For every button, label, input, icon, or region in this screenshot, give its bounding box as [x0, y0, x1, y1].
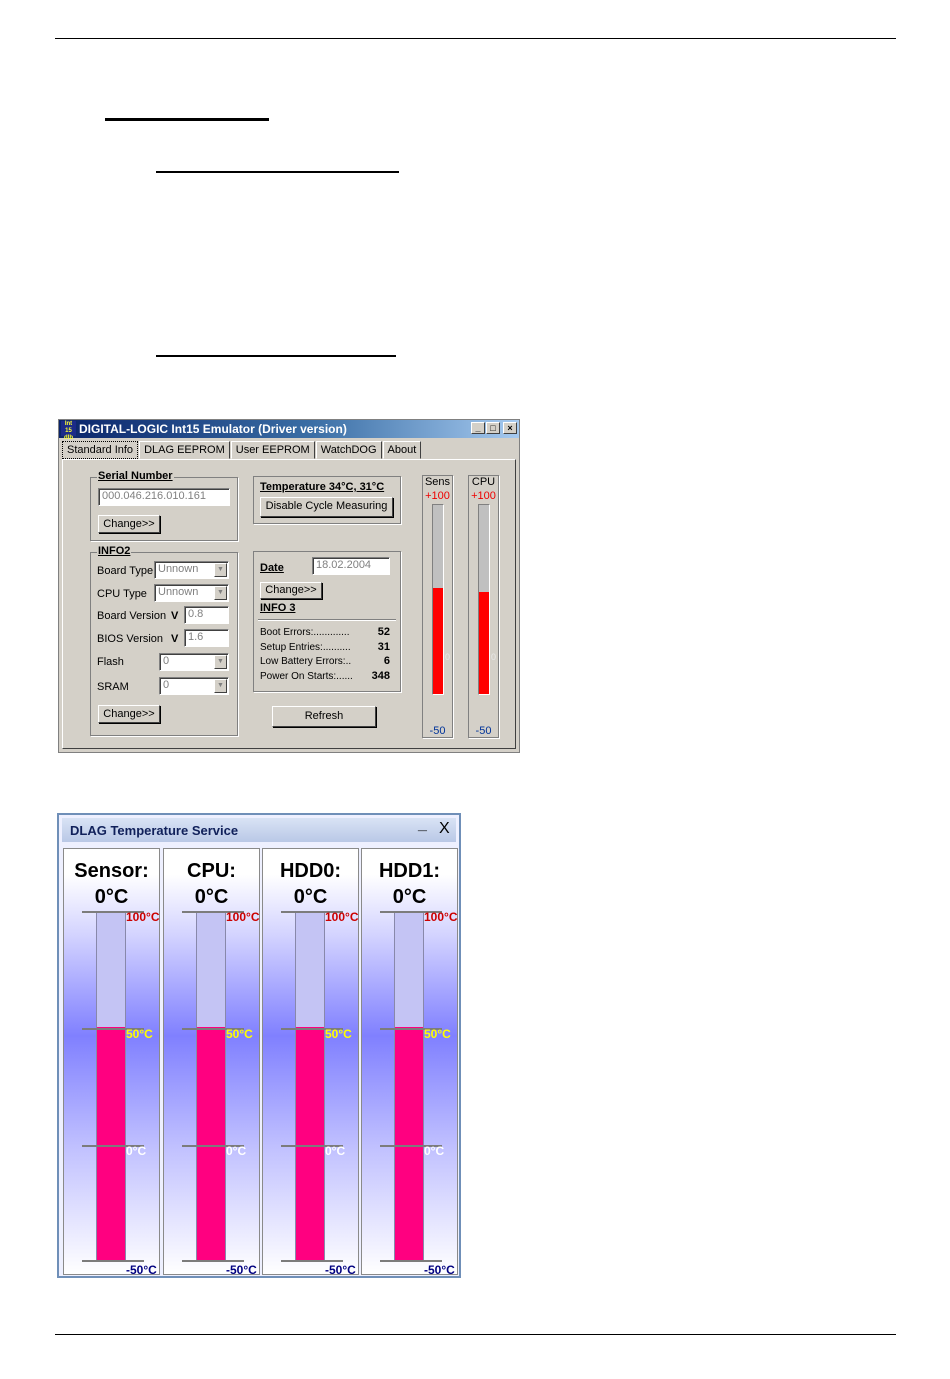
sensor-panel — [63, 848, 160, 1275]
power-on-starts-label: Power On Starts:...... — [260, 671, 353, 682]
scale-label: -50°C — [424, 1263, 455, 1277]
gauge-max-label: +100 — [425, 490, 450, 502]
panel-heading — [263, 858, 358, 910]
board-version-field[interactable]: 0.8 — [184, 606, 229, 624]
power-on-starts-value: 348 — [371, 670, 390, 682]
serial-change-button[interactable]: Change>> — [98, 515, 160, 533]
chevron-down-icon[interactable]: ▼ — [214, 586, 227, 600]
emulator-titlebar[interactable] — [59, 420, 519, 441]
flash-label: Flash — [97, 656, 124, 668]
sensor-panel — [163, 848, 260, 1275]
thermometer-track — [295, 911, 325, 1260]
gauge-fill — [479, 592, 489, 694]
tab-user-eeprom[interactable]: User EEPROM — [231, 441, 315, 459]
sram-select[interactable] — [159, 677, 229, 695]
tab-about[interactable]: About — [383, 441, 422, 459]
close-icon[interactable]: X — [439, 820, 450, 837]
tab-strip — [62, 441, 422, 459]
gauge-fill — [433, 588, 443, 694]
thermometer-track — [196, 911, 226, 1260]
header-rule — [55, 38, 896, 39]
bios-version-field[interactable]: 1.6 — [184, 629, 229, 647]
cpu-type-label: CPU Type — [97, 588, 147, 600]
panel-sensor-name: Sensor: — [74, 860, 149, 882]
date-info3-group — [253, 551, 401, 692]
sensor-panel — [262, 848, 359, 1275]
chevron-down-icon[interactable]: ▼ — [214, 679, 227, 693]
refresh-button[interactable]: Refresh — [272, 706, 376, 727]
tab-panel — [62, 459, 516, 749]
panel-reading: 0°C — [194, 886, 229, 908]
thermometer-fill — [197, 1027, 225, 1260]
info2-title: INFO2 — [98, 545, 131, 557]
sram-label: SRAM — [97, 681, 129, 693]
temperature-title: Temperature 34°C, 31°C — [260, 481, 385, 493]
scale-label: 0°C — [226, 1144, 247, 1158]
info2-change-button[interactable]: Change>> — [98, 705, 160, 723]
flash-value: 0 — [163, 655, 170, 667]
sensor-panel — [361, 848, 458, 1275]
panel-heading — [362, 858, 457, 910]
panel-reading: 0°C — [293, 886, 328, 908]
minimize-button[interactable]: _ — [471, 422, 485, 434]
flash-select[interactable] — [159, 653, 229, 671]
scale-label: 50°C — [226, 1027, 253, 1041]
scale-label: -50°C — [126, 1263, 157, 1277]
board-type-value: Unnown — [158, 563, 199, 575]
thermometer-track — [96, 911, 126, 1260]
tab-standard-info[interactable]: Standard Info — [62, 441, 138, 459]
scale-label: 50°C — [325, 1027, 352, 1041]
scale-label: -50°C — [226, 1263, 257, 1277]
gauge-title: Sens — [424, 476, 451, 488]
maximize-button[interactable]: □ — [486, 422, 500, 434]
chevron-down-icon[interactable]: ▼ — [214, 563, 227, 577]
bios-version-label: BIOS Version — [97, 633, 164, 645]
scale-label: 0°C — [325, 1144, 346, 1158]
info3-title: INFO 3 — [260, 602, 296, 614]
scale-label: 100°C — [226, 910, 260, 924]
close-button[interactable]: × — [503, 422, 517, 434]
gauge-title: CPU — [471, 476, 496, 488]
gauge-track — [432, 504, 444, 695]
info3-divider — [258, 619, 396, 621]
app-icon: Int 15 dlb — [61, 421, 76, 436]
sensor-gauge — [422, 475, 453, 738]
cpu-type-select[interactable] — [154, 584, 229, 602]
emulator-window — [58, 419, 520, 753]
tab-dlag-eeprom[interactable]: DLAG EEPROM — [139, 441, 230, 459]
scale-tick — [182, 1260, 244, 1262]
window-title: DIGITAL-LOGIC Int15 Emulator (Driver version) — [79, 422, 347, 436]
date-change-button[interactable]: Change>> — [260, 582, 322, 599]
tab-watchdog[interactable]: WatchDOG — [316, 441, 382, 459]
board-type-label: Board Type — [97, 565, 154, 577]
board-type-select[interactable] — [154, 561, 229, 579]
boot-errors-label: Boot Errors:............. — [260, 627, 350, 638]
setup-entries-value: 31 — [377, 641, 390, 653]
panel-heading — [164, 858, 259, 910]
thermometer-fill — [296, 1027, 324, 1260]
scale-label: 50°C — [424, 1027, 451, 1041]
low-battery-errors-value: 6 — [383, 655, 390, 667]
scale-label: 0°C — [126, 1144, 147, 1158]
panel-reading: 0°C — [392, 886, 427, 908]
serial-number-field[interactable]: 000.046.216.010.161 — [98, 488, 230, 506]
subheading-underline — [156, 355, 396, 357]
panel-heading — [64, 858, 159, 910]
thermometer-fill — [97, 1027, 125, 1260]
low-battery-errors-label: Low Battery Errors:.. — [260, 656, 352, 667]
serial-number-title: Serial Number — [98, 470, 173, 482]
gauge-min-label: -50 — [475, 725, 492, 737]
scale-tick — [82, 1260, 144, 1262]
setup-entries-label: Setup Entries:.......... — [260, 642, 351, 653]
cpu-type-value: Unnown — [158, 586, 199, 598]
scale-label: -50°C — [325, 1263, 356, 1277]
date-field[interactable]: 18.02.2004 — [312, 557, 390, 575]
scale-tick — [281, 1260, 343, 1262]
serial-number-group — [90, 470, 238, 541]
scale-label: 100°C — [325, 910, 359, 924]
date-label: Date — [260, 562, 284, 574]
scale-tick — [380, 1260, 442, 1262]
sram-value: 0 — [163, 679, 170, 691]
thermometer-track — [394, 911, 424, 1260]
gauge-track — [478, 504, 490, 695]
chevron-down-icon[interactable]: ▼ — [214, 655, 227, 669]
scale-label: 50°C — [126, 1027, 153, 1041]
temperature-group — [253, 476, 401, 524]
scale-label: 100°C — [126, 910, 160, 924]
service-titlebar[interactable] — [62, 818, 456, 842]
gauge-max-label: +100 — [471, 490, 496, 502]
scale-label: 100°C — [424, 910, 458, 924]
heading-underline — [105, 118, 269, 121]
panel-sensor-name: HDD1: — [378, 860, 441, 882]
service-title: DLAG Temperature Service — [70, 823, 239, 838]
boot-errors-value: 52 — [377, 626, 390, 638]
gauge-min-label: -50 — [429, 725, 446, 737]
temperature-service-window — [57, 813, 461, 1278]
footer-rule — [55, 1334, 896, 1335]
panel-sensor-name: HDD0: — [279, 860, 342, 882]
subheading-underline — [156, 171, 399, 173]
board-version-prefix: V — [171, 610, 179, 622]
disable-cycle-measuring-button[interactable]: Disable Cycle Measuring — [260, 497, 393, 517]
panel-reading: 0°C — [94, 886, 129, 908]
panel-sensor-name: CPU: — [187, 860, 236, 882]
thermometer-fill — [395, 1027, 423, 1260]
gauge-zero-label: 0 — [491, 652, 497, 662]
scale-label: 0°C — [424, 1144, 445, 1158]
gauge-zero-label: 0 — [445, 652, 451, 662]
info2-group — [90, 545, 238, 736]
bios-version-prefix: V — [171, 633, 179, 645]
board-version-label: Board Version — [97, 610, 167, 622]
minimize-icon[interactable]: _ — [418, 816, 427, 833]
cpu-gauge — [468, 475, 499, 738]
